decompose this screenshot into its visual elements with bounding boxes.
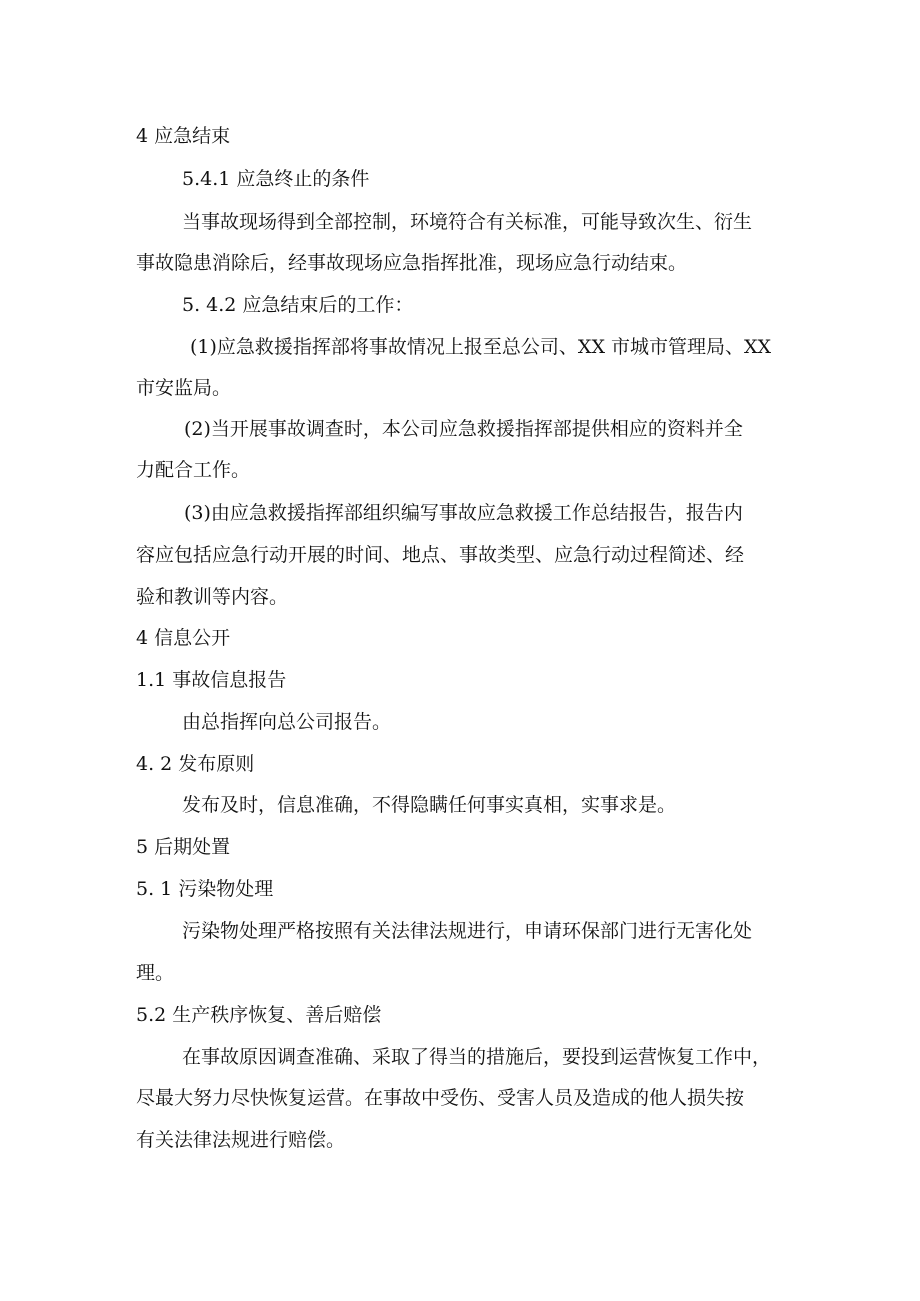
list-item-3-continued: 容应包括应急行动开展的时间、地点、事故类型、应急行动过程简述、经 — [136, 544, 745, 566]
subheading-release-principles: 4. 2 发布原则 — [136, 753, 255, 775]
paragraph-line: 尽最大努力尽快恢复运营。在事故中受伤、受害人员及造成的他人损失按 — [136, 1087, 745, 1109]
heading-aftermath: 5 后期处置 — [136, 836, 231, 858]
list-item-2-continued: 力配合工作。 — [136, 459, 251, 481]
list-item-3: (3)由应急救援指挥部组织编写事故应急救援工作总结报告，报告内 — [184, 502, 743, 524]
list-item-3-continued: 验和教训等内容。 — [136, 586, 289, 608]
subheading-termination-conditions: 5.4.1 应急终止的条件 — [182, 168, 370, 190]
paragraph-line: 污染物处理严格按照有关法律法规进行，申请环保部门进行无害化处 — [182, 920, 753, 942]
heading-information-disclosure: 4 信息公开 — [136, 627, 231, 649]
paragraph-line: 理。 — [136, 962, 175, 984]
heading-emergency-end: 4 应急结束 — [136, 125, 231, 147]
subheading-production-recovery: 5.2 生产秩序恢复、善后赔偿 — [136, 1004, 382, 1026]
subheading-incident-report: 1.1 事故信息报告 — [136, 669, 287, 691]
paragraph-line: 发布及时，信息准确，不得隐瞒任何事实真相，实事求是。 — [182, 794, 677, 816]
paragraph-line: 在事故原因调查准确、采取了得当的措施后，要投到运营恢复工作中， — [182, 1046, 772, 1068]
paragraph-line: 事故隐患消除后，经事故现场应急指挥批准，现场应急行动结束。 — [136, 252, 688, 274]
list-item-1-continued: 市安监局。 — [136, 377, 232, 399]
paragraph-line: 由总指挥向总公司报告。 — [182, 711, 392, 733]
subheading-post-emergency-work: 5. 4.2 应急结束后的工作： — [182, 294, 414, 316]
list-item-1: (1)应急救援指挥部将事故情况上报至总公司、XX 市城市管理局、XX — [190, 336, 772, 358]
subheading-pollutant-treatment: 5. 1 污染物处理 — [136, 878, 274, 900]
list-item-2: (2)当开展事故调查时，本公司应急救援指挥部提供相应的资料并全 — [184, 418, 743, 440]
paragraph-line: 当事故现场得到全部控制，环境符合有关标准，可能导致次生、衍生 — [182, 211, 753, 233]
paragraph-line: 有关法律法规进行赔偿。 — [136, 1129, 346, 1151]
